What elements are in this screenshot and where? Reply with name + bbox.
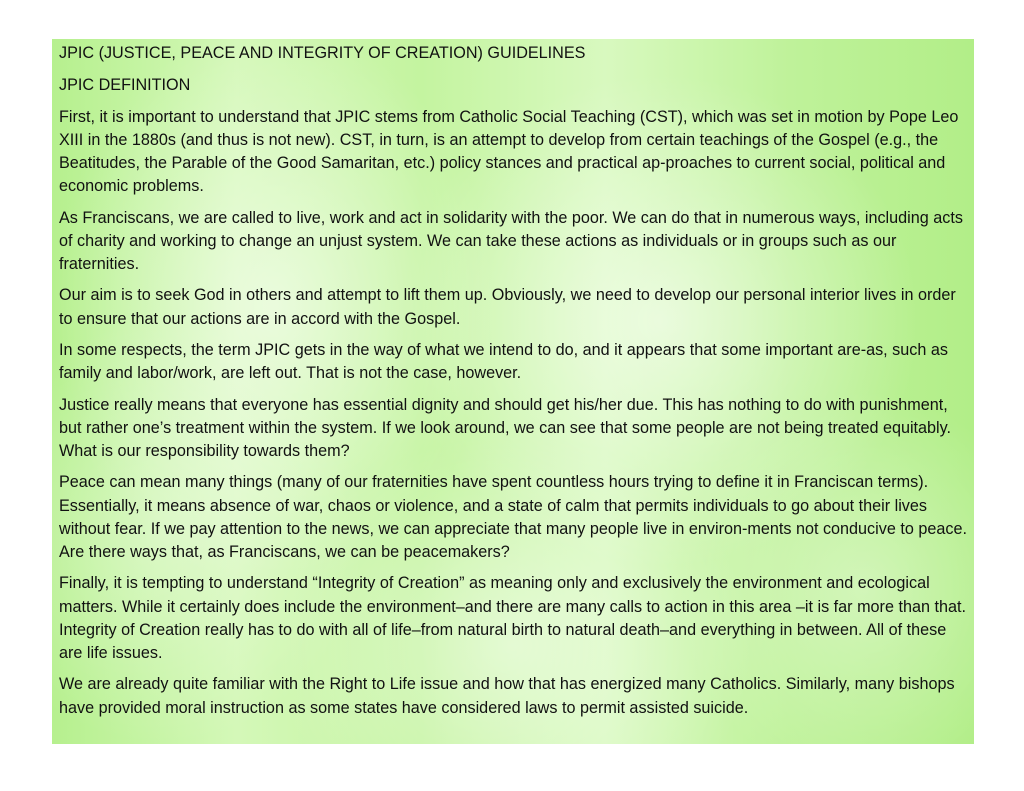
paragraph-term-jpic: In some respects, the term JPIC gets in the way of what we intend to do, and it appears that some important are-​as, such as family and labor/work, are left out. That is not the case, however. — [59, 340, 948, 383]
paragraph-list — [59, 106, 968, 720]
paragraph-franciscans-solidarity: As Franciscans, we are called to live, work and act in solidarity with the poor. We can do that in numerous ways, including acts of charity and working to change an unjust system. We can take these actions as individuals or in groups such as our fraternities. — [59, 208, 963, 273]
paragraph-integrity-of-creation: Finally, it is tempting to understand “Integrity of Creation” as meaning only and exclusively the environment and ecological matters. While it certainly does include the environment–and there are many calls to action in this area –it is far more than that. Integrity of Creation really has to do with all of life–from natural birth to natural death–and everything in between. All of these are life issues. — [59, 574, 966, 662]
document-title: JPIC (JUSTICE, PEACE AND INTEGRITY OF CREATION) GUIDELINES — [59, 44, 586, 62]
paragraph-justice: Justice really means that everyone has essential dignity and should get his/her due. This has nothing to do with punishment, but rather one’s treatment within the system. If we look around, we can see that some people are not being treated equitably. What is our responsibility towards them? — [59, 395, 952, 460]
green-content-panel — [52, 39, 974, 744]
section-heading: JPIC DEFINITION — [59, 75, 191, 94]
paragraph-peace: Peace can mean many things (many of our fraternities have spent countless hours trying to define it in Franciscan terms). Essentially, it means absence of war, chaos or violence, and a state of calm that permits individuals to go about their lives without fear. If we pay attention to the news, we can appreciate that many people live in environ-​ments not conducive to peace. Are there ways that, as Franciscans, we can be peacemakers? — [59, 473, 967, 561]
paragraph-intro-cst: First, it is important to understand that JPIC stems from Catholic Social Teaching (CST), which was set in motion by Pope Leo XIII in the 1880s (and thus is not new). CST, in turn, is an attempt to develop from certain teachings of the Gospel (e.g., the Beatitudes, the Parable of the Good Samaritan, etc.) policy stances and practical ap-​proaches to current social, political and economic problems. — [59, 107, 959, 196]
paragraph-aim: Our aim is to seek God in others and attempt to lift them up. Obviously, we need to develop our personal interior lives in order to ensure that our actions are in accord with the Gospel. — [59, 286, 956, 328]
paragraph-right-to-life: We are already quite familiar with the Right to Life issue and how that has energized many Catholics. Similarly, many bishops have provided moral instruction as some states have considered laws to permit assisted suicide. — [59, 675, 955, 717]
